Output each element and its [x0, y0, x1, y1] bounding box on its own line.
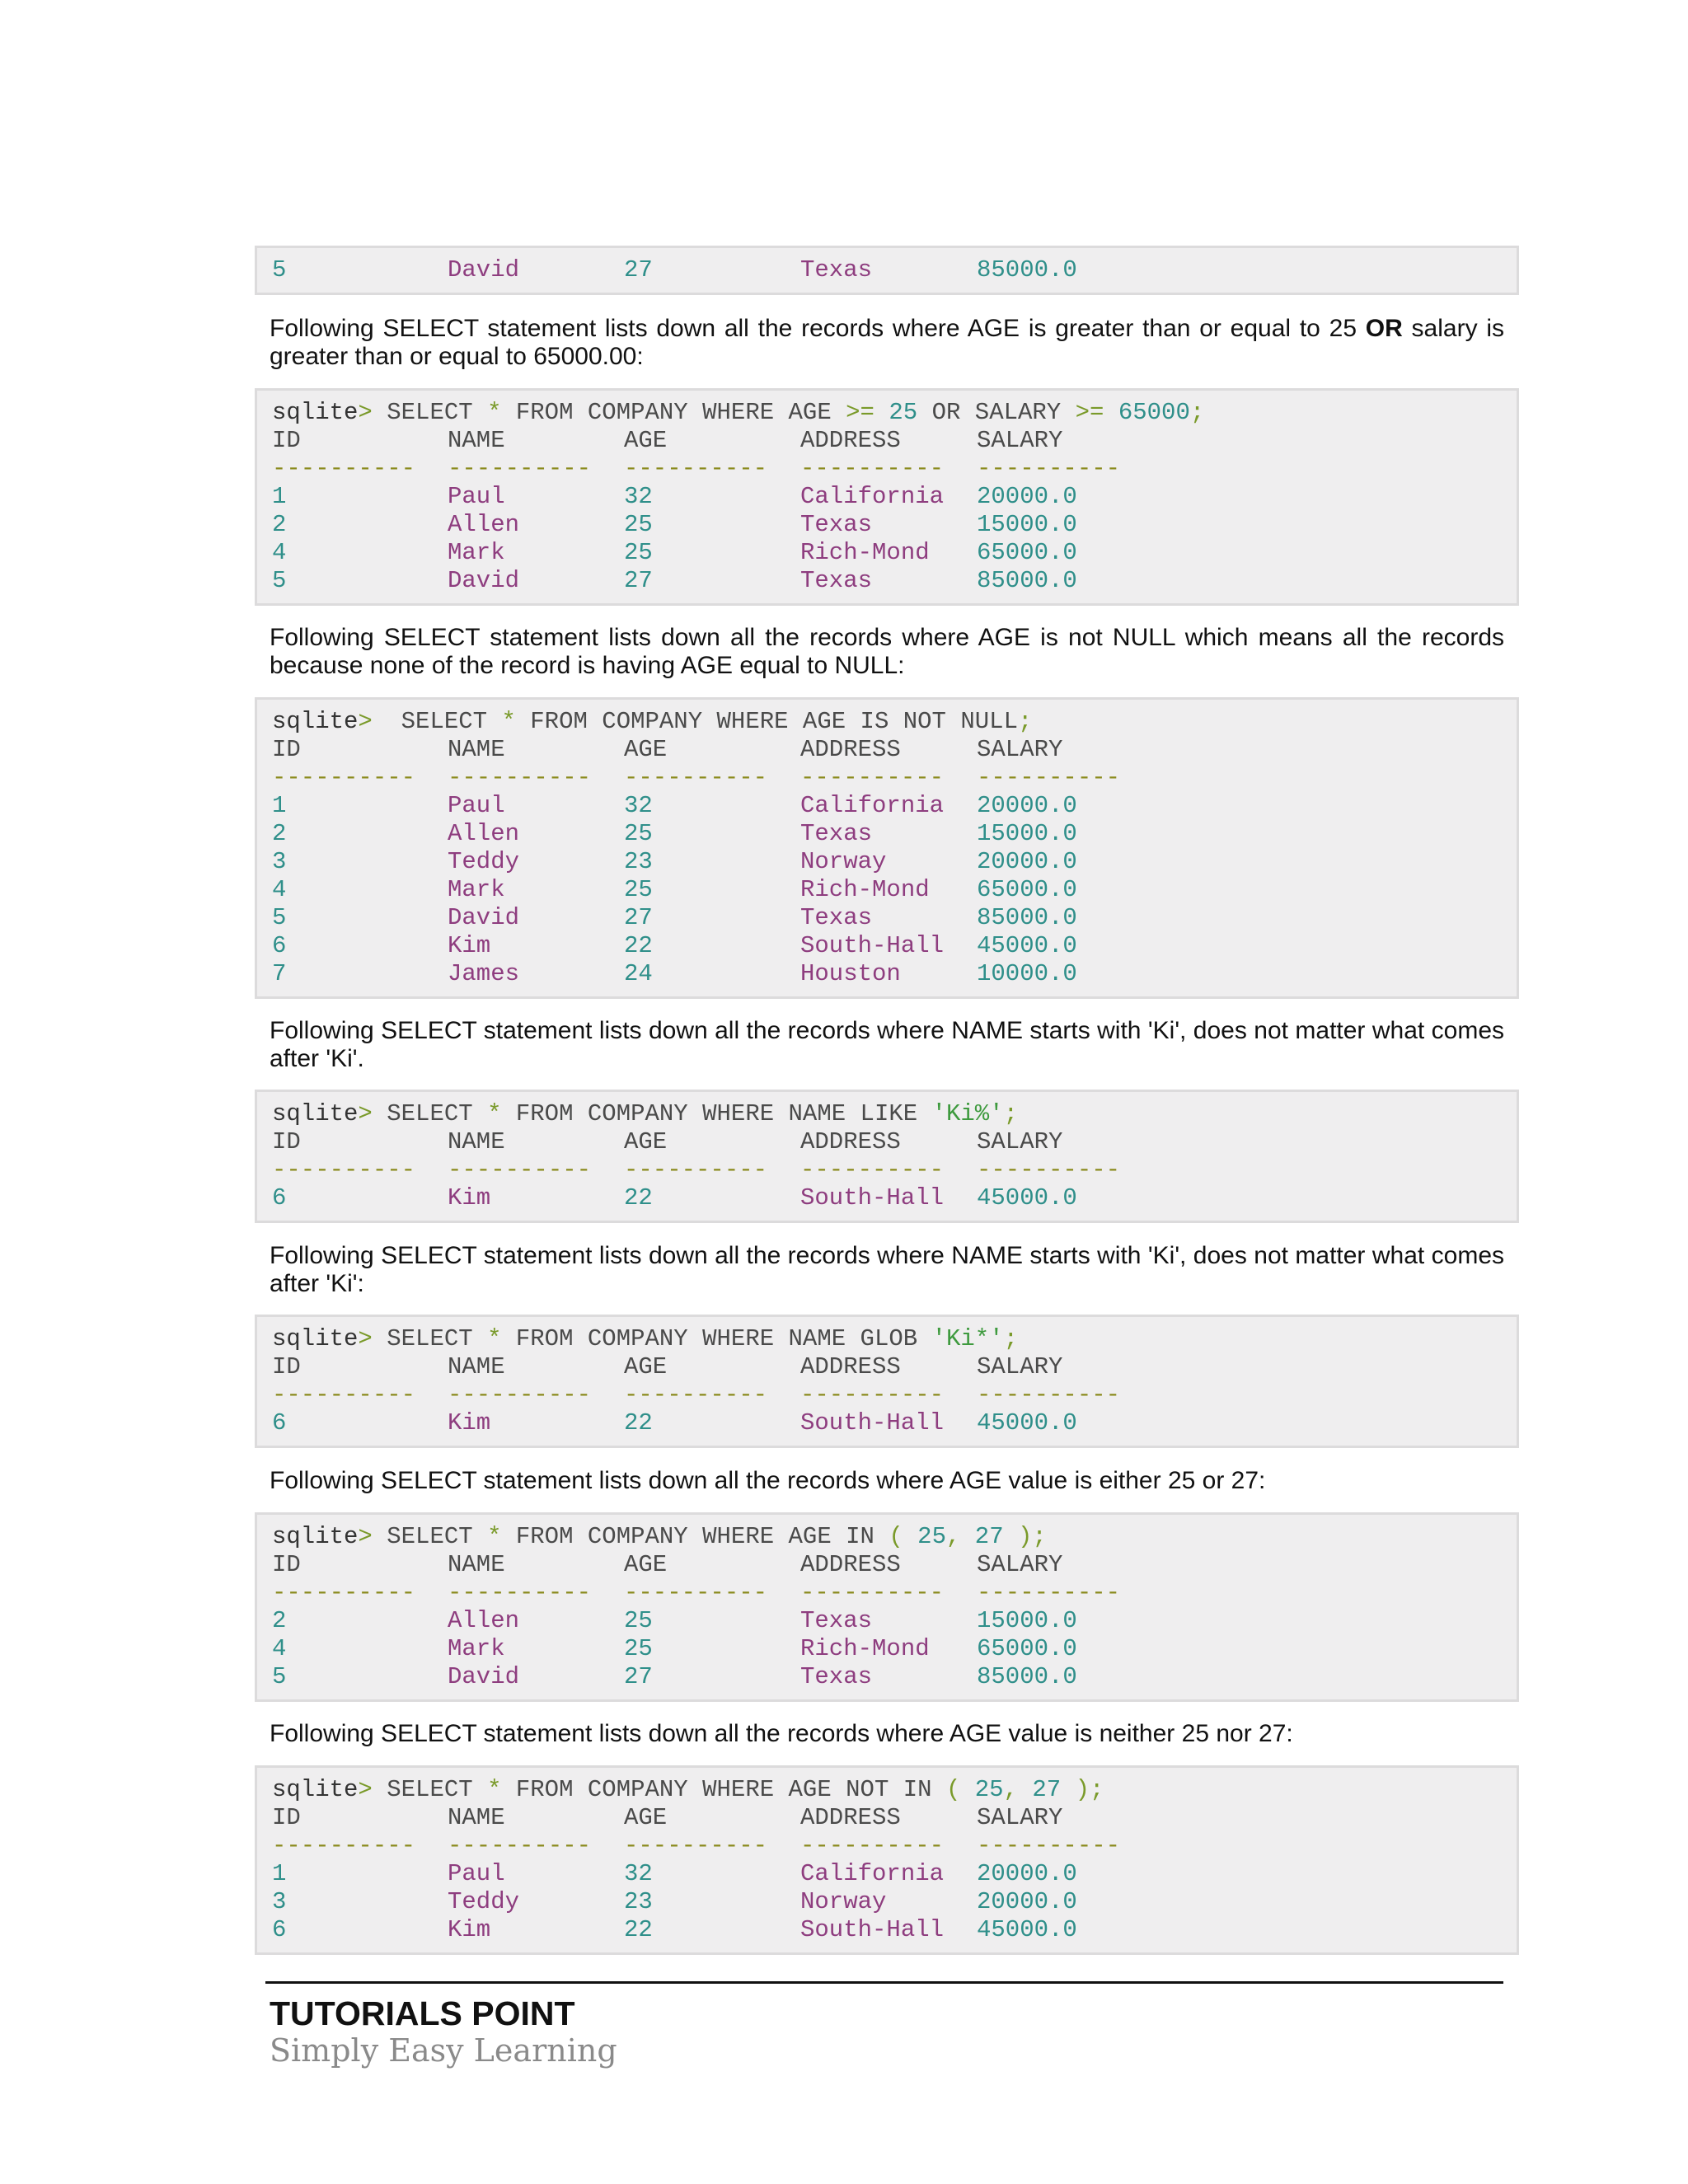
- table-row: [272, 932, 1517, 960]
- paragraph-text: OR: [1365, 315, 1403, 342]
- table-cell: 15000.0: [977, 1607, 1077, 1634]
- table-cell: Texas: [800, 1607, 873, 1634]
- table-row: [272, 511, 1517, 539]
- table-cell: NAME: [448, 1128, 505, 1155]
- table-cell: 6: [272, 1184, 287, 1212]
- table-row: [272, 1184, 1517, 1212]
- table-cell: 15000.0: [977, 820, 1077, 847]
- table-cell: Texas: [800, 904, 873, 931]
- table-cell: AGE: [624, 427, 668, 454]
- sql-token: ;: [1017, 708, 1033, 735]
- table-cell: ----------: [448, 764, 592, 791]
- paragraph-text: salary is greater than or equal to 65000.00:: [270, 315, 1505, 370]
- table-cell: 5: [272, 256, 287, 284]
- table-cell: Kim: [448, 1916, 491, 1943]
- paragraph: [270, 1242, 1504, 1298]
- sql-token: *: [487, 1523, 516, 1550]
- table-cell: 6: [272, 1409, 287, 1436]
- table-cell: ----------: [800, 1832, 945, 1859]
- table-cell: Teddy: [448, 1888, 520, 1915]
- table-cell: 20000.0: [977, 483, 1077, 510]
- table-cell: 15000.0: [977, 511, 1077, 538]
- table-cell: Paul: [448, 483, 505, 510]
- sql-token: 25: [917, 1523, 946, 1550]
- paragraph: [270, 624, 1504, 680]
- table-cell: Rich-Mond: [800, 1635, 930, 1662]
- paragraph-text: Following SELECT statement lists down all the records where AGE is not NULL which means all the records because none of the record is having AGE equal to NULL:: [270, 624, 1504, 679]
- table-cell: SALARY: [977, 1804, 1063, 1831]
- table-cell: 45000.0: [977, 932, 1077, 959]
- sql-token: 'Ki*': [931, 1325, 1004, 1352]
- table-cell: 25: [624, 876, 653, 903]
- table-cell: 85000.0: [977, 1663, 1077, 1690]
- table-cell: ----------: [448, 455, 592, 482]
- table-cell: AGE: [624, 1128, 668, 1155]
- table-cell: David: [448, 567, 520, 594]
- sql-token: 'Ki%': [931, 1100, 1004, 1127]
- table-cell: ----------: [448, 1832, 592, 1859]
- table-cell: ID: [272, 1804, 301, 1831]
- table-row: [272, 1888, 1517, 1916]
- table-cell: ADDRESS: [800, 427, 901, 454]
- table-cell: 23: [624, 1888, 653, 1915]
- sql-token: SELECT: [387, 708, 502, 735]
- table-cell: Texas: [800, 511, 873, 538]
- table-cell: ----------: [624, 764, 768, 791]
- table-divider: [272, 1381, 1517, 1409]
- table-cell: South-Hall: [800, 1916, 945, 1943]
- table-cell: Texas: [800, 1663, 873, 1690]
- sql-token: 65000: [1118, 399, 1190, 426]
- sql-token: *: [487, 1776, 516, 1803]
- sql-token: 25: [974, 1776, 1004, 1803]
- table-header: [272, 1128, 1517, 1156]
- table-row: [272, 848, 1517, 876]
- table-cell: 65000.0: [977, 1635, 1077, 1662]
- sql-token: FROM COMPANY WHERE AGE: [515, 399, 846, 426]
- sql-token: FROM COMPANY WHERE AGE IS NOT NULL: [530, 708, 1018, 735]
- table-cell: ----------: [272, 764, 416, 791]
- table-cell: 45000.0: [977, 1916, 1077, 1943]
- sql-token: sqlite: [272, 1325, 359, 1352]
- table-cell: ADDRESS: [800, 1551, 901, 1578]
- table-cell: ADDRESS: [800, 1804, 901, 1831]
- table-cell: 32: [624, 792, 653, 819]
- sql-token: );: [1075, 1776, 1104, 1803]
- table-cell: South-Hall: [800, 932, 945, 959]
- table-cell: ----------: [272, 1579, 416, 1606]
- table-cell: 22: [624, 932, 653, 959]
- code-block: [255, 1512, 1519, 1702]
- table-cell: 6: [272, 932, 287, 959]
- table-cell: California: [800, 1860, 945, 1887]
- table-cell: 2: [272, 820, 287, 847]
- sql-token: sqlite: [272, 1776, 359, 1803]
- sql-token: SELECT: [387, 1776, 488, 1803]
- table-row: [272, 1607, 1517, 1635]
- table-cell: 4: [272, 539, 287, 566]
- table-cell: 45000.0: [977, 1184, 1077, 1212]
- paragraph-text: Following SELECT statement lists down all the records where AGE value is neither 25 nor 27:: [270, 1720, 1293, 1747]
- table-cell: 10000.0: [977, 960, 1077, 987]
- table-cell: ADDRESS: [800, 1353, 901, 1380]
- table-row: [272, 1635, 1517, 1663]
- table-cell: ----------: [800, 1579, 945, 1606]
- sql-token: *: [487, 399, 516, 426]
- table-cell: 4: [272, 876, 287, 903]
- table-cell: David: [448, 256, 520, 284]
- table-cell: ID: [272, 1551, 301, 1578]
- sql-token: ;: [1003, 1100, 1018, 1127]
- table-cell: 85000.0: [977, 567, 1077, 594]
- table-cell: ----------: [800, 764, 945, 791]
- table-cell: Texas: [800, 567, 873, 594]
- table-row: [272, 1663, 1517, 1691]
- table-divider: [272, 1832, 1517, 1860]
- table-cell: 25: [624, 820, 653, 847]
- table-cell: California: [800, 792, 945, 819]
- sql-token: 27: [1032, 1776, 1076, 1803]
- code-block: [255, 388, 1519, 606]
- table-cell: 22: [624, 1184, 653, 1212]
- code-block: [255, 1090, 1519, 1223]
- table-cell: Texas: [800, 820, 873, 847]
- table-cell: Mark: [448, 876, 505, 903]
- table-cell: Mark: [448, 539, 505, 566]
- table-cell: SALARY: [977, 1551, 1063, 1578]
- sql-command: [272, 1776, 1517, 1804]
- table-cell: ----------: [977, 455, 1121, 482]
- table-cell: Teddy: [448, 848, 520, 875]
- sql-token: ,: [1003, 1776, 1033, 1803]
- table-cell: 27: [624, 904, 653, 931]
- table-row: [272, 567, 1517, 595]
- table-cell: ----------: [800, 455, 945, 482]
- paragraph: [270, 315, 1504, 371]
- sql-token: (: [945, 1776, 975, 1803]
- sql-token: sqlite: [272, 1100, 359, 1127]
- sql-token: *: [487, 1325, 516, 1352]
- table-cell: ----------: [624, 1832, 768, 1859]
- sql-token: FROM COMPANY WHERE AGE IN: [515, 1523, 889, 1550]
- table-cell: ----------: [624, 1156, 768, 1183]
- sql-token: SELECT: [387, 1325, 488, 1352]
- sql-token: *: [487, 1100, 516, 1127]
- table-cell: ----------: [624, 455, 768, 482]
- table-cell: 27: [624, 256, 653, 284]
- table-divider: [272, 1156, 1517, 1184]
- sql-token: ;: [1003, 1325, 1018, 1352]
- table-cell: Allen: [448, 820, 520, 847]
- footer-brand: TUTORIALS POINT: [270, 1994, 575, 2032]
- code-block: [255, 1765, 1519, 1955]
- table-cell: ID: [272, 1353, 301, 1380]
- table-cell: 25: [624, 539, 653, 566]
- table-divider: [272, 764, 1517, 792]
- sql-token: FROM COMPANY WHERE NAME GLOB: [515, 1325, 932, 1352]
- table-cell: SALARY: [977, 427, 1063, 454]
- table-cell: 5: [272, 1663, 287, 1690]
- sql-token: SELECT: [387, 399, 488, 426]
- table-cell: ID: [272, 736, 301, 763]
- table-cell: South-Hall: [800, 1184, 945, 1212]
- sql-token: >=: [1075, 399, 1118, 426]
- table-cell: California: [800, 483, 945, 510]
- table-cell: 25: [624, 511, 653, 538]
- table-cell: ADDRESS: [800, 1128, 901, 1155]
- table-row: [272, 539, 1517, 567]
- table-row: [272, 876, 1517, 904]
- sql-token: FROM COMPANY WHERE NAME LIKE: [515, 1100, 932, 1127]
- table-cell: 24: [624, 960, 653, 987]
- table-cell: 20000.0: [977, 1888, 1077, 1915]
- sql-token: SELECT: [387, 1100, 488, 1127]
- table-cell: SALARY: [977, 736, 1063, 763]
- paragraph-text: Following SELECT statement lists down all the records where AGE is greater than or equal to 25: [270, 315, 1366, 342]
- table-cell: Mark: [448, 1635, 505, 1662]
- code-block: [255, 697, 1519, 999]
- table-cell: NAME: [448, 1804, 505, 1831]
- paragraph-text: Following SELECT statement lists down all the records where NAME starts with 'Ki', does not matter what comes after 'Ki':: [270, 1242, 1504, 1297]
- table-cell: AGE: [624, 1551, 668, 1578]
- table-cell: Rich-Mond: [800, 539, 930, 566]
- table-cell: ----------: [800, 1381, 945, 1408]
- table-cell: Kim: [448, 932, 491, 959]
- table-cell: David: [448, 904, 520, 931]
- table-cell: Paul: [448, 792, 505, 819]
- sql-token: (: [889, 1523, 918, 1550]
- table-row: [272, 1860, 1517, 1888]
- table-cell: ----------: [624, 1579, 768, 1606]
- table-cell: ADDRESS: [800, 736, 901, 763]
- table-cell: 2: [272, 1607, 287, 1634]
- table-divider: [272, 1579, 1517, 1607]
- code-block: [255, 1315, 1519, 1448]
- table-cell: ----------: [448, 1156, 592, 1183]
- table-cell: NAME: [448, 736, 505, 763]
- sql-token: sqlite: [272, 1523, 359, 1550]
- footer-tagline: Simply Easy Learning: [270, 2032, 617, 2069]
- table-cell: 27: [624, 567, 653, 594]
- table-cell: 20000.0: [977, 792, 1077, 819]
- sql-token: FROM COMPANY WHERE AGE NOT IN: [515, 1776, 946, 1803]
- sql-command: [272, 399, 1517, 427]
- table-cell: ----------: [624, 1381, 768, 1408]
- table-divider: [272, 455, 1517, 483]
- sql-token: >: [358, 1523, 387, 1550]
- table-header: [272, 1551, 1517, 1579]
- sql-token: );: [1018, 1523, 1047, 1550]
- table-cell: 22: [624, 1916, 653, 1943]
- table-cell: ----------: [272, 1381, 416, 1408]
- table-cell: ----------: [977, 1381, 1121, 1408]
- sql-token: SELECT: [387, 1523, 488, 1550]
- table-cell: 7: [272, 960, 287, 987]
- table-cell: South-Hall: [800, 1409, 945, 1436]
- table-cell: SALARY: [977, 1353, 1063, 1380]
- table-cell: Norway: [800, 848, 887, 875]
- sql-token: OR SALARY: [931, 399, 1076, 426]
- table-row: [272, 1409, 1517, 1437]
- table-cell: 1: [272, 483, 287, 510]
- paragraph: [270, 1720, 1504, 1748]
- table-cell: AGE: [624, 736, 668, 763]
- table-cell: 45000.0: [977, 1409, 1077, 1436]
- table-cell: 2: [272, 511, 287, 538]
- table-cell: 5: [272, 567, 287, 594]
- table-cell: David: [448, 1663, 520, 1690]
- table-cell: 65000.0: [977, 876, 1077, 903]
- table-row: [272, 960, 1517, 988]
- sql-token: ;: [1189, 399, 1205, 426]
- table-cell: SALARY: [977, 1128, 1063, 1155]
- table-cell: Houston: [800, 960, 901, 987]
- table-cell: 25: [624, 1607, 653, 1634]
- table-cell: 23: [624, 848, 653, 875]
- sql-token: sqlite: [272, 708, 359, 735]
- table-cell: NAME: [448, 427, 505, 454]
- sql-token: >: [358, 1100, 387, 1127]
- table-cell: ----------: [448, 1381, 592, 1408]
- table-cell: 20000.0: [977, 848, 1077, 875]
- table-cell: AGE: [624, 1353, 668, 1380]
- table-cell: Norway: [800, 1888, 887, 1915]
- table-cell: ----------: [977, 1832, 1121, 1859]
- table-cell: 6: [272, 1916, 287, 1943]
- table-cell: 4: [272, 1635, 287, 1662]
- table-row: [272, 483, 1517, 511]
- code-block: [255, 246, 1519, 295]
- sql-token: ,: [945, 1523, 975, 1550]
- paragraph: [270, 1467, 1504, 1495]
- sql-token: 25: [889, 399, 932, 426]
- table-row: [272, 256, 1517, 284]
- sql-command: [272, 1325, 1517, 1353]
- table-cell: 85000.0: [977, 256, 1077, 284]
- sql-token: >: [358, 1325, 387, 1352]
- table-cell: 3: [272, 1888, 287, 1915]
- table-cell: James: [448, 960, 520, 987]
- table-cell: 1: [272, 1860, 287, 1887]
- table-cell: 20000.0: [977, 1860, 1077, 1887]
- footer-rule: [265, 1981, 1503, 1984]
- table-cell: ----------: [800, 1156, 945, 1183]
- table-header: [272, 736, 1517, 764]
- table-cell: 3: [272, 848, 287, 875]
- table-cell: 32: [624, 483, 653, 510]
- sql-command: [272, 1100, 1517, 1128]
- table-cell: 27: [624, 1663, 653, 1690]
- sql-token: sqlite: [272, 399, 359, 426]
- sql-token: >=: [846, 399, 889, 426]
- sql-command: [272, 1523, 1517, 1551]
- sql-token: >: [358, 708, 387, 735]
- table-header: [272, 427, 1517, 455]
- table-cell: Rich-Mond: [800, 876, 930, 903]
- table-header: [272, 1804, 1517, 1832]
- table-row: [272, 1916, 1517, 1944]
- sql-token: >: [358, 399, 387, 426]
- table-cell: AGE: [624, 1804, 668, 1831]
- table-cell: 65000.0: [977, 539, 1077, 566]
- table-cell: 22: [624, 1409, 653, 1436]
- table-row: [272, 792, 1517, 820]
- table-cell: 85000.0: [977, 904, 1077, 931]
- table-cell: 25: [624, 1635, 653, 1662]
- table-cell: ----------: [272, 1156, 416, 1183]
- table-cell: ----------: [448, 1579, 592, 1606]
- table-cell: NAME: [448, 1551, 505, 1578]
- table-cell: Texas: [800, 256, 873, 284]
- table-cell: ----------: [272, 455, 416, 482]
- table-cell: Kim: [448, 1409, 491, 1436]
- table-cell: ----------: [977, 1579, 1121, 1606]
- table-cell: 5: [272, 904, 287, 931]
- paragraph: [270, 1017, 1504, 1073]
- table-cell: NAME: [448, 1353, 505, 1380]
- sql-token: 27: [974, 1523, 1019, 1550]
- paragraph-text: Following SELECT statement lists down all the records where AGE value is either 25 or 27:: [270, 1467, 1266, 1494]
- table-cell: Allen: [448, 1607, 520, 1634]
- table-cell: Paul: [448, 1860, 505, 1887]
- table-row: [272, 820, 1517, 848]
- table-cell: Allen: [448, 511, 520, 538]
- table-cell: Kim: [448, 1184, 491, 1212]
- table-row: [272, 904, 1517, 932]
- paragraph-text: Following SELECT statement lists down all the records where NAME starts with 'Ki', does not matter what comes after 'Ki'.: [270, 1017, 1504, 1072]
- table-cell: ----------: [272, 1832, 416, 1859]
- table-cell: 1: [272, 792, 287, 819]
- sql-token: *: [501, 708, 531, 735]
- sql-command: [272, 708, 1517, 736]
- table-cell: 32: [624, 1860, 653, 1887]
- table-cell: ----------: [977, 764, 1121, 791]
- table-cell: ID: [272, 1128, 301, 1155]
- table-header: [272, 1353, 1517, 1381]
- table-cell: ID: [272, 427, 301, 454]
- sql-token: >: [358, 1776, 387, 1803]
- table-cell: ----------: [977, 1156, 1121, 1183]
